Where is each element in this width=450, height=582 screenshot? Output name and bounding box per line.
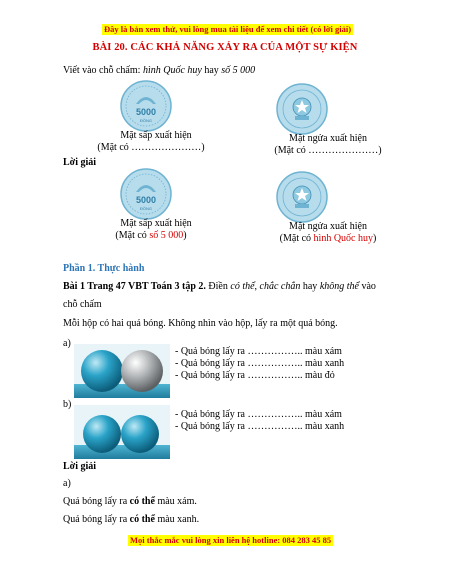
question-right-caption: Mặt ngửa xuất hiện — [289, 133, 367, 144]
exercise-text-4: vào — [358, 281, 376, 292]
solution2-label: Lời giải — [63, 461, 97, 472]
instruction-italic-emblem: hình Quốc huy — [142, 65, 202, 76]
answer-left-suffix: ) — [183, 230, 187, 241]
solution-label: Lời giải — [63, 157, 97, 168]
exercise-text-2: , — [254, 281, 260, 292]
instruction-italic-number: số 5 000 — [221, 65, 256, 76]
section-heading: Phần 1. Thực hành — [63, 263, 145, 274]
coin-heads-image-answer — [120, 168, 172, 220]
part-b-label: b) — [63, 399, 72, 410]
svg-text:ĐỒNG: ĐỒNG — [140, 118, 152, 123]
answer-right-suffix: ) — [373, 233, 377, 244]
solution-line-1-pre: Quả bóng lấy ra — [63, 496, 130, 507]
answer-right-caption: Mặt ngửa xuất hiện — [289, 221, 367, 232]
svg-text:5000: 5000 — [135, 107, 157, 117]
exercise-title: Bài 1 Trang 47 VBT Toán 3 tập 2. — [63, 281, 206, 292]
part-a-line-1: - Quả bóng lấy ra …………….. màu xám — [175, 346, 342, 357]
intro-line: Mỗi hộp có hai quả bóng. Không nhìn vào hộp, lấy ra một quả bóng. — [63, 318, 338, 329]
solution-line-1-post: màu xám. — [154, 496, 197, 507]
answer-left-value: số 5 000 — [149, 230, 184, 241]
answer-left-prefix: (Mặt có — [115, 230, 150, 241]
exercise-option-1: có thể — [230, 281, 255, 292]
page-title: BÀI 20. CÁC KHẢ NĂNG XẢY RA CỦA MỘT SỰ KIỆN — [92, 42, 358, 53]
part-b-line-2: - Quả bóng lấy ra …………….. màu xanh — [175, 421, 345, 432]
box-a-balls-image — [74, 344, 170, 398]
svg-text:5000: 5000 — [135, 195, 157, 205]
solution-line-1-answer: có thể — [129, 496, 155, 507]
answer-right-value-line — [258, 232, 398, 245]
part-a-label: a) — [63, 338, 71, 349]
hotline-banner: Mọi thắc mắc vui lòng xin liên hệ hotline: 084 283 45 85 — [130, 535, 332, 545]
answer-right-prefix: (Mặt có — [279, 233, 314, 244]
coin-heads-image — [120, 80, 172, 132]
coin-emblem-image-answer — [276, 171, 328, 223]
exercise-option-3: không thể — [319, 281, 359, 292]
exercise-text-3: hay — [300, 281, 320, 292]
part-b-line-1: - Quả bóng lấy ra …………….. màu xám — [175, 409, 342, 420]
solution-line-2-post: màu xanh. — [154, 514, 200, 525]
svg-text:ĐỒNG: ĐỒNG — [140, 206, 152, 211]
solution-a-label: a) — [63, 478, 71, 489]
exercise-line-1 — [63, 280, 376, 293]
instruction-line — [63, 64, 255, 77]
answer-left-value-line — [86, 229, 216, 242]
exercise-option-2: chắc chắn — [259, 281, 301, 292]
instruction-mid: hay — [201, 65, 222, 76]
question-right-blank: (Mặt có …………………) — [274, 145, 382, 156]
solution-line-2-answer: có thể — [129, 514, 155, 525]
solution-line-1 — [63, 495, 197, 508]
exercise-text-1: Điền — [205, 281, 231, 292]
exercise-line-2: chỗ chấm — [63, 299, 102, 310]
answer-right-value: hình Quốc huy — [313, 233, 373, 244]
box-b-balls-image — [74, 405, 170, 459]
solution-line-2-pre: Quả bóng lấy ra — [63, 514, 130, 525]
coin-emblem-image — [276, 83, 328, 135]
answer-left-caption: Mặt sấp xuất hiện — [120, 218, 192, 229]
part-a-line-2: - Quả bóng lấy ra …………….. màu xanh — [175, 358, 345, 369]
part-a-line-3: - Quả bóng lấy ra …………….. màu đỏ — [175, 370, 335, 381]
question-left-caption: Mặt sấp xuất hiện — [120, 130, 192, 141]
preview-banner: Đây là bản xem thử, vui lòng mua tài liệu để xem chi tiết (có lời giải) — [104, 24, 352, 34]
question-left-blank: (Mặt có …………………) — [97, 142, 205, 153]
instruction-prefix: Viết vào chỗ chấm: — [63, 65, 143, 76]
solution-line-2 — [63, 513, 199, 526]
